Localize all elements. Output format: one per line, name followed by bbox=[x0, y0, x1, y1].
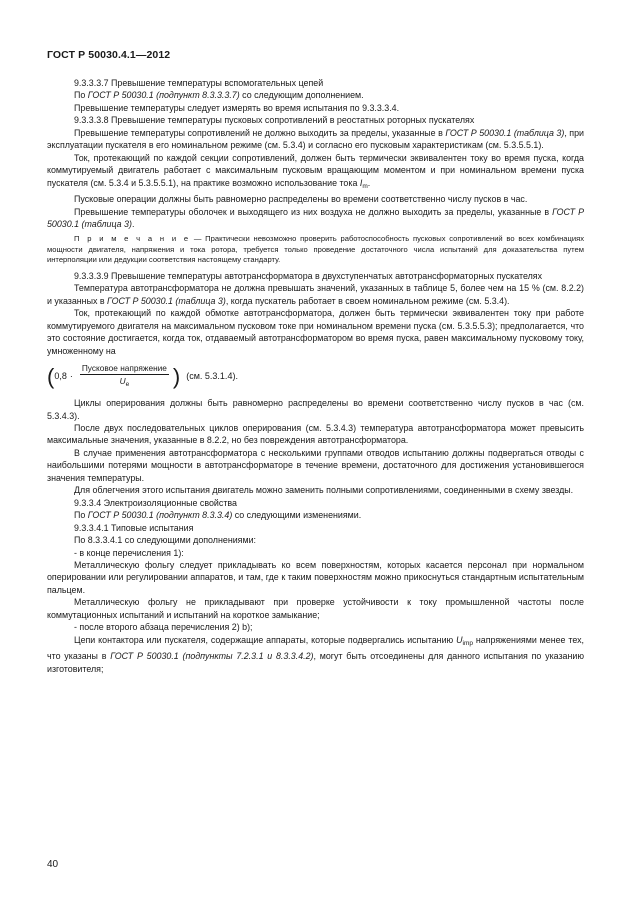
paragraph bbox=[47, 127, 584, 152]
paragraph bbox=[47, 509, 584, 521]
symbol: U bbox=[456, 634, 463, 645]
text: со следующим дополнением. bbox=[239, 90, 364, 101]
standard-reference: ГОСТ Р 50030.1 (таблица 3) bbox=[445, 127, 565, 138]
text: Температура автотрансформатора не должна превышать значений, указанных в таблице 5, более чем на 15 % (см. 8.2.2) и указанных в bbox=[47, 283, 584, 306]
symbol-subscript: imp bbox=[462, 639, 473, 647]
formula-coefficient: 0,8 bbox=[54, 371, 67, 382]
standard-reference: ГОСТ Р 50030.1 (таблица 3) bbox=[107, 295, 226, 306]
paragraph: Ток, протекающий по каждой обмотке автотрансформатора, должен быть термически эквивалентен току при работе коммутируемого двигателя на максимальном пусковом токе при номинальном времени пуска (см. 5.3.5.5.3); предполагается, что это состояние достигается, когда ток, отдаваемый автотрансформатором во время пуска, равен максимальному пусковому току, умноженному на bbox=[47, 308, 584, 356]
note-label: П р и м е ч а н и е bbox=[74, 234, 191, 244]
symbol-subscript: m bbox=[362, 182, 368, 190]
document-header: ГОСТ Р 50030.4.1—2012 bbox=[47, 49, 171, 61]
clause-9-3-3-3-9-heading: 9.3.3.3.9 Превышение температуры автотрансформатора в двухступенчатых автотрансформаторных пускателях bbox=[74, 270, 543, 281]
formula-denominator bbox=[120, 375, 130, 390]
paragraph: В случае применения автотрансформатора с несколькими группами отводов испытанию должны подвергаться отводы с наибольшими потерями мощности в автотрансформаторе в течение времени, достаточного для достижения установившегося значения температуры. bbox=[47, 447, 584, 483]
note bbox=[47, 234, 584, 266]
symbol: U bbox=[119, 376, 126, 387]
list-item: - в конце перечисления 1): bbox=[74, 547, 184, 558]
formula-multiply: · bbox=[69, 371, 73, 382]
list-item: - после второго абзаца перечисления 2) b); bbox=[74, 622, 253, 633]
paragraph bbox=[47, 282, 584, 307]
text: Ток, протекающий по каждой секции сопротивлений, должен быть термически эквивалентен току во время пуска, когда коммутируемый двигатель работает с максимальным пусковым вращающим моментом и при номинальном времени пуска пускателя (см. 5.3.4 и 5.3.5.5.1), на практике возможно использование тока bbox=[47, 152, 584, 188]
formula-open-paren: ( bbox=[47, 363, 55, 389]
standard-reference: ГОСТ Р 50030.1 (подпункт 8.3.3.3.7) bbox=[87, 90, 240, 101]
paragraph: Металлическую фольгу следует прикладывать ко всем поверхностям, которых касается персонал при нормальном оперировании или регулировании аппаратов, и там, где к таким поверхностям можно прикоснуться стандартным испытательным пальцем. bbox=[47, 560, 584, 595]
formula-numerator: Пусковое напряжение bbox=[81, 363, 167, 374]
paragraph: Для облегчения этого испытания двигатель можно заменить полными сопротивлениями, соединенными в схему звезды. bbox=[74, 485, 574, 496]
text: Превышение температуры сопротивлений не должно выходить за пределы, указанные в bbox=[74, 127, 446, 138]
paragraph: По 8.3.3.4.1 со следующими дополнениями: bbox=[74, 535, 257, 546]
paragraph: Металлическую фольгу не прикладывают при проверке устойчивости к току промышленной частоты после коммутационных испытаний и испытаний на короткое замыкание; bbox=[47, 597, 584, 620]
formula-fraction bbox=[80, 363, 169, 390]
text: По bbox=[74, 90, 88, 101]
text: со следующими изменениями. bbox=[232, 510, 362, 521]
formula-reference: (см. 5.3.1.4). bbox=[186, 371, 238, 382]
symbol: I bbox=[359, 177, 363, 188]
clause-9-3-3-3-7-heading: 9.3.3.3.7 Превышение температуры вспомогательных цепей bbox=[74, 78, 324, 88]
text: , могут быть отсоединены для данного испытания по указанию изготовителя; bbox=[47, 651, 584, 674]
symbol-subscript: e bbox=[125, 381, 130, 389]
document-body bbox=[47, 77, 584, 675]
note-text: — Практически невозможно проверить работоспособность пусковых сопротивлений во всех комбинациях мощности двигателя, напряжения и тока ротора, требуется только проведение достаточного числа испытаний для доказательства путем интерполяции или дедукции соответствия настоящему стандарту. bbox=[47, 234, 584, 265]
clause-9-3-3-4-heading: 9.3.3.4 Электроизоляционные свойства bbox=[74, 497, 237, 508]
paragraph bbox=[47, 634, 584, 675]
clause-9-3-3-4-1-heading: 9.3.3.4.1 Типовые испытания bbox=[74, 522, 194, 533]
paragraph bbox=[47, 206, 584, 231]
text: По bbox=[74, 510, 88, 521]
text: , при эксплуатации пускателя в его номинальном режиме (см. 5.3.4) и согласно его пусковым характеристикам (см. 5.3.5.5.1). bbox=[47, 127, 585, 151]
paragraph bbox=[47, 152, 584, 193]
text: напряжениями менее тех, что указаны в bbox=[47, 634, 584, 662]
text: . bbox=[131, 218, 135, 229]
page-number: 40 bbox=[47, 859, 59, 870]
text: Превышение температуры оболочек и выходящего из них воздуха не должно выходить за пределы, указанные в bbox=[74, 206, 553, 217]
formula bbox=[47, 363, 584, 390]
paragraph bbox=[47, 89, 584, 101]
standard-reference: ГОСТ Р 50030.1 (подпункты 7.2.3.1 и 8.3.3.4.2) bbox=[110, 651, 314, 662]
paragraph: Превышение температуры следует измерять во время испытания по 9.3.3.3.4. bbox=[74, 102, 400, 113]
paragraph: После двух последовательных циклов оперирования (см. 5.3.4.3) температура автотрансформатора может превысить максимальные значения, указанные в 8.2.2, но без повреждения автотрансформатора. bbox=[47, 423, 584, 446]
paragraph: Пусковые операции должны быть равномерно распределены во времени соответственно числу пусков в час. bbox=[74, 194, 528, 205]
standard-reference: ГОСТ Р 50030.1 (таблица 3) bbox=[47, 206, 584, 229]
formula-close-paren: ) bbox=[172, 363, 181, 389]
text: . bbox=[367, 177, 371, 188]
text: Цепи контактора или пускателя, содержащие аппараты, которые подвергались испытанию bbox=[74, 634, 457, 645]
clause-9-3-3-3-8-heading: 9.3.3.3.8 Превышение температуры пусковых сопротивлений в реостатных роторных пускателях bbox=[74, 115, 475, 126]
standard-reference: ГОСТ Р 50030.1 (подпункт 8.3.3.4) bbox=[87, 510, 233, 521]
paragraph: Циклы оперирования должны быть равномерно распределены во времени соответственно числу пусков в час (см. 5.3.4.3). bbox=[47, 398, 584, 421]
text: , когда пускатель работает в своем номинальном режиме (см. 5.3.4). bbox=[225, 295, 510, 306]
